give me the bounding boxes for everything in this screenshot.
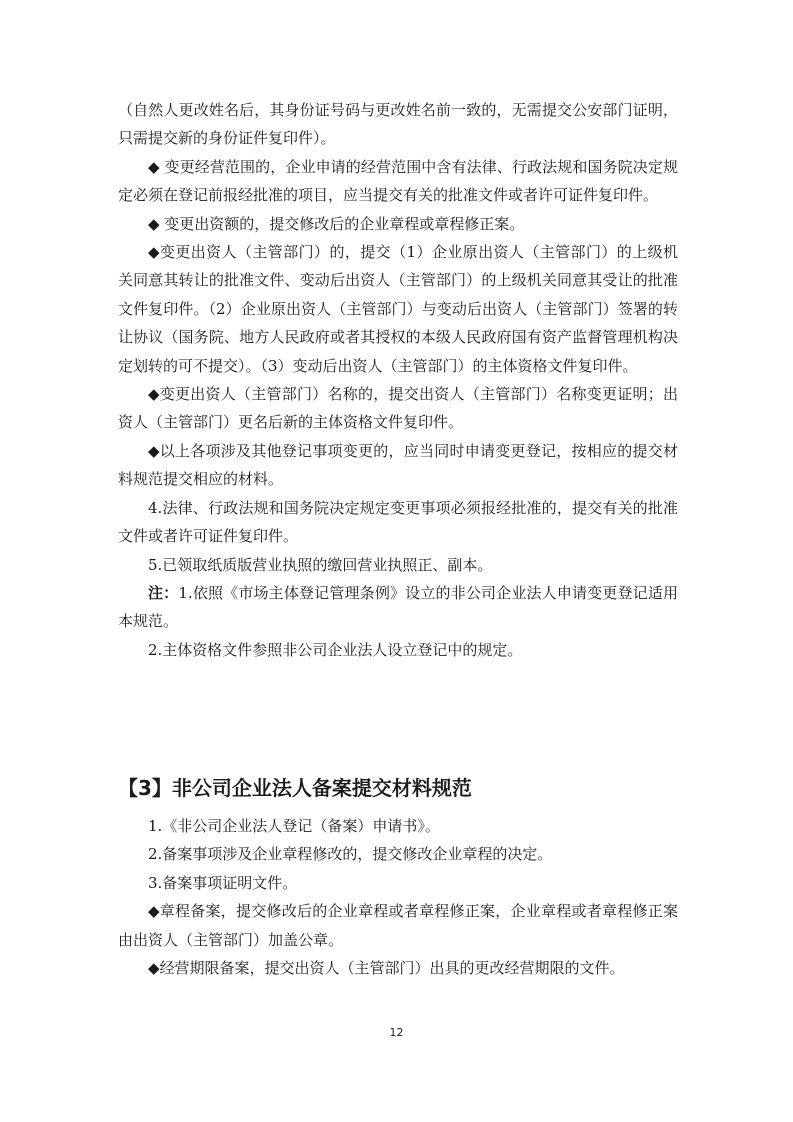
paragraph: 5.已领取纸质版营业执照的缴回营业执照正、副本。: [148, 555, 493, 574]
paragraph: ◆以上各项涉及其他登记事项变更的，应当同时申请变更登记，按相应的提交材料规范提交相应的材料。: [118, 441, 678, 489]
paragraph: （自然人更改姓名后，其身份证号码与更改姓名前一致的，无需提交公安部门证明，只需提交新的身份证件复印件）。: [118, 101, 678, 148]
section-heading: 【3】非公司企业法人备案提交材料规范: [118, 776, 472, 800]
paragraph: 4.法律、行政法规和国务院决定规定变更事项必须报经批准的，提交有关的批准文件或者许可证件复印件。: [118, 498, 678, 546]
paragraph: ◆ 变更出资额的，提交修改后的企业章程或章程修正案。: [148, 214, 525, 233]
list-item: 2.备案事项涉及企业章程修改的，提交修改企业章程的决定。: [148, 845, 553, 864]
list-item: ◆经营期限备案，提交出资人（主管部门）出具的更改经营期限的文件。: [148, 959, 625, 978]
note-item: 2.主体资格文件参照非公司企业法人设立登记中的规定。: [148, 640, 523, 659]
paragraph: ◆ 变更经营范围的，企业申请的经营范围中含有法律、行政法规和国务院决定规定必须在登记前报经批准的项目，应当提交有关的批准文件或者许可证件复印件。: [118, 157, 678, 205]
main-text-block: [118, 96, 678, 664]
list-item: 3.备案事项证明文件。: [148, 873, 298, 892]
note-item: 1.依照《市场主体登记管理条例》设立的非公司企业法人申请变更登记适用本规范。: [118, 583, 678, 631]
paragraph: ◆变更出资人（主管部门）名称的，提交出资人（主管部门）名称变更证明；出资人（主管部门）更名后新的主体资格文件复印件。: [118, 385, 678, 432]
page-number: 12: [389, 1026, 404, 1039]
note-label: 注：: [148, 583, 179, 602]
list-item: 1.《非公司企业法人登记（备案）申请书》。: [148, 817, 440, 835]
list-item: ◆章程备案，提交修改后的企业章程或者章程修正案，企业章程或者章程修正案由出资人（主管部门）加盖公章。: [118, 902, 678, 949]
section-text-block: [118, 812, 678, 982]
paragraph: ◆变更出资人（主管部门）的，提交（1）企业原出资人（主管部门）的上级机关同意其转让的批准文件、变动后出资人（主管部门）的上级机关同意其受让的批准文件复印件。（2）企业原出资人（主管部门）与变动后出资人（主管部门）签署的转让协议（国务院、地方人民政府或者其授权的本级人民政府国有资产监督管理机构决定划转的可不提交）。（3）变动后出资人（主管部门）的主体资格文件复印件。: [118, 243, 678, 375]
note-paragraph: [118, 579, 678, 636]
